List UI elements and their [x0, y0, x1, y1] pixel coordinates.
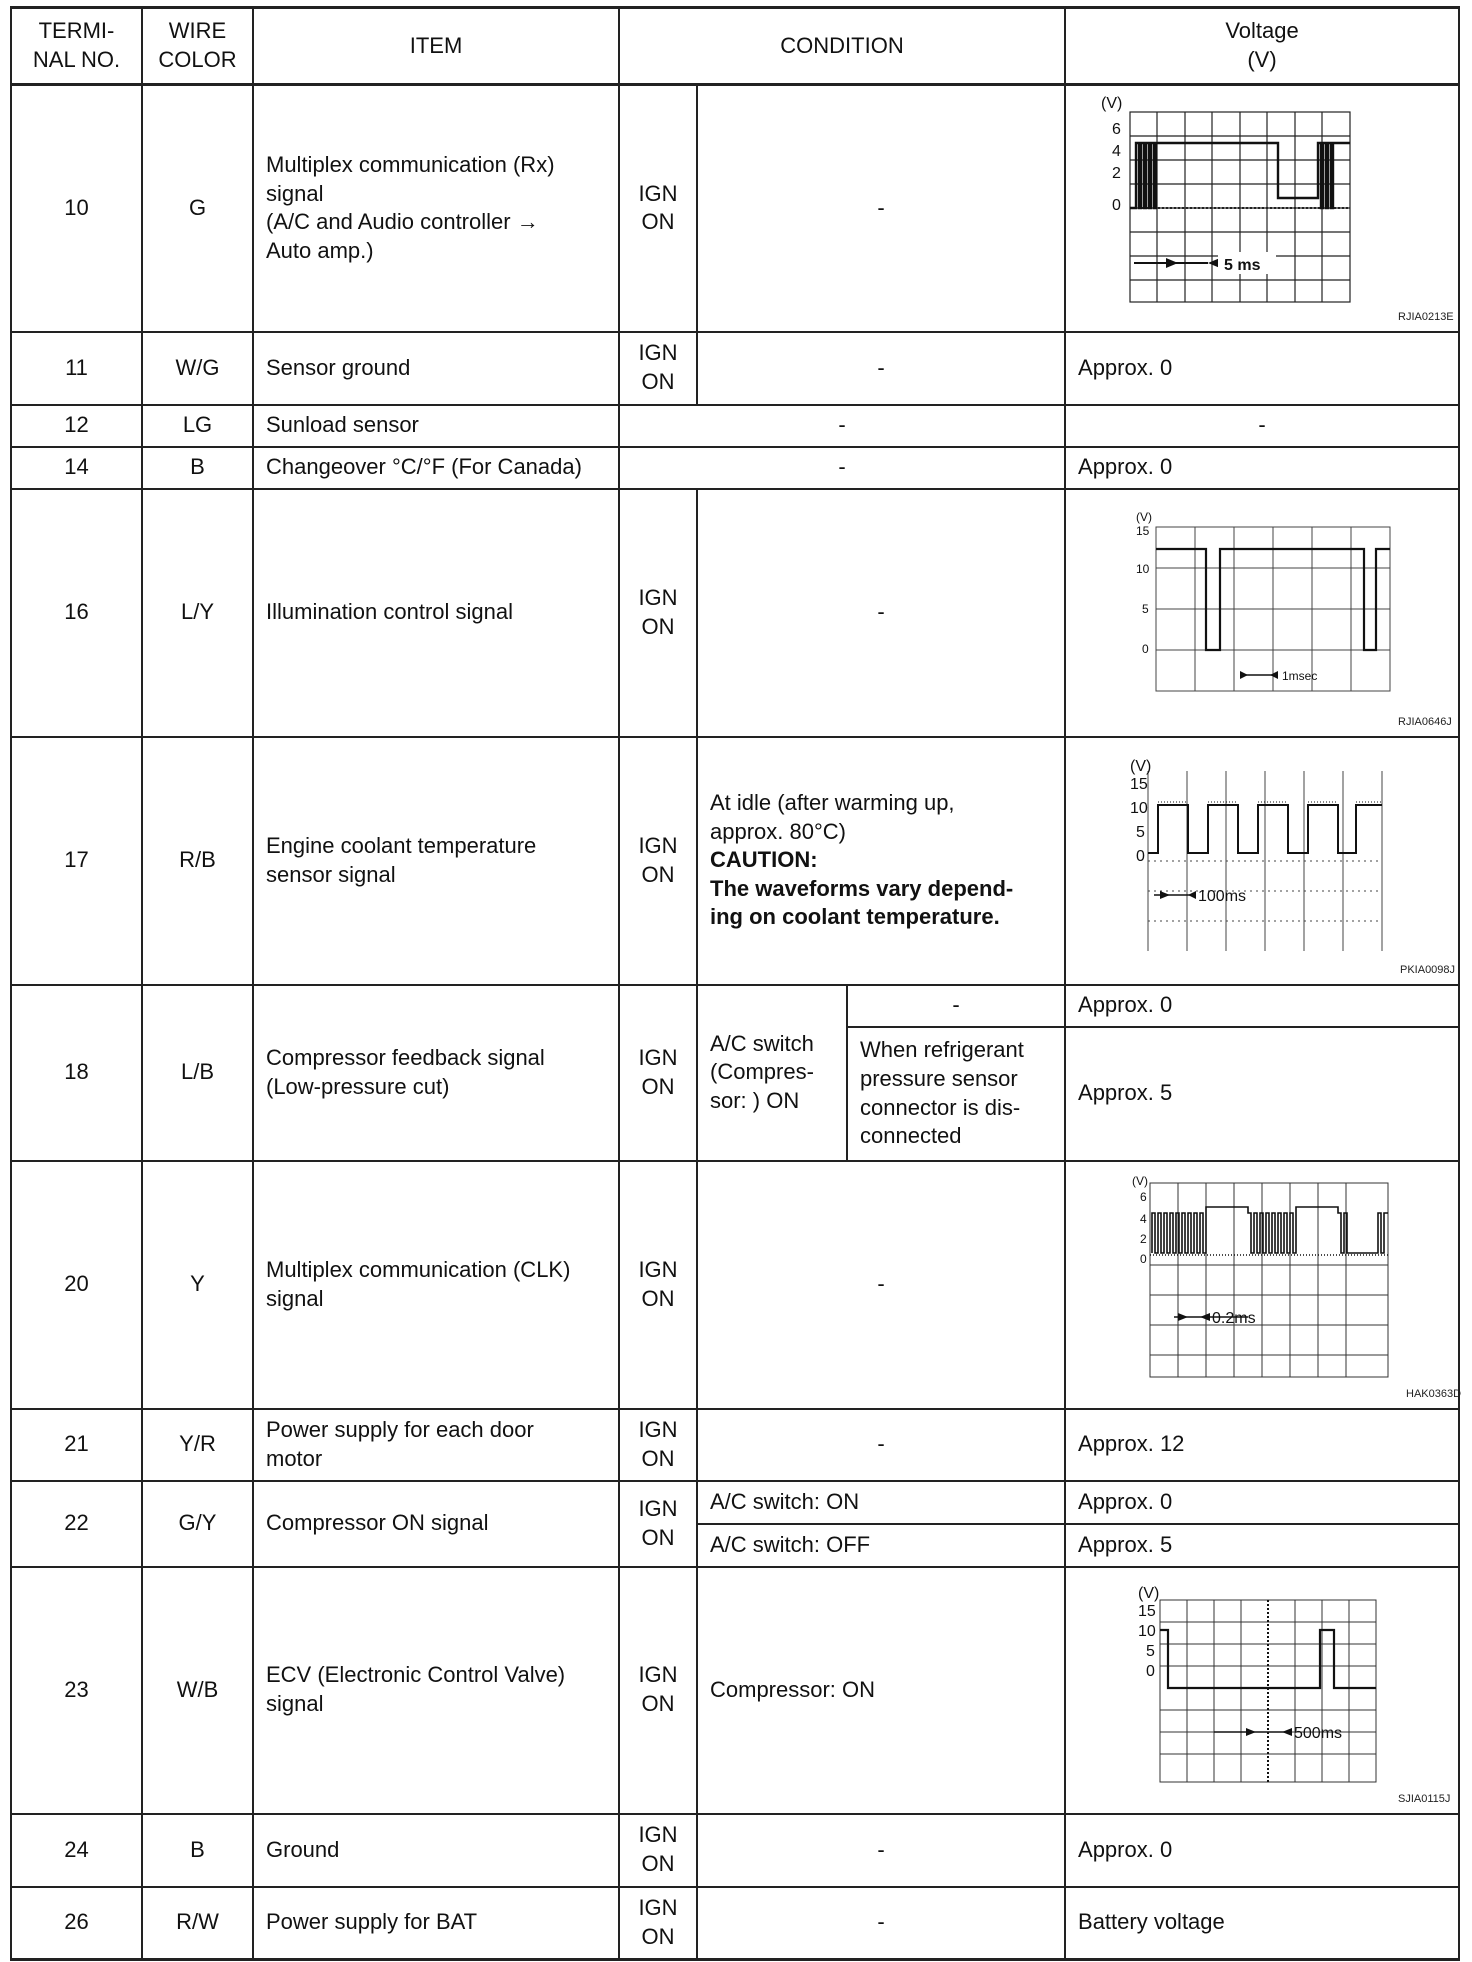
- ign-state: IGN ON: [619, 737, 697, 985]
- voltage: Approx. 12: [1065, 1409, 1459, 1481]
- condition: -: [619, 405, 1065, 447]
- y-tick: 2: [1140, 1231, 1147, 1246]
- waveform-illumination: [1078, 493, 1468, 733]
- row-terminal-18: [11, 985, 1459, 1027]
- item: Ground: [253, 1814, 619, 1887]
- y-tick: 15: [1136, 523, 1150, 538]
- terminal-no: 21: [11, 1409, 142, 1481]
- y-tick: 0: [1112, 197, 1121, 215]
- terminal-no: 10: [11, 85, 142, 332]
- terminal-no: 26: [11, 1887, 142, 1960]
- voltage: Approx. 0: [1065, 985, 1459, 1027]
- y-tick: 5: [1142, 601, 1149, 616]
- terminal-no: 24: [11, 1814, 142, 1887]
- condition: Compressor: ON: [697, 1567, 1065, 1814]
- figure-ref: HAK0363D: [1406, 1387, 1462, 1400]
- ign-state: IGN ON: [619, 85, 697, 332]
- condition: A/C switch: ON: [697, 1481, 1065, 1524]
- caution-heading: CAUTION:: [710, 847, 818, 873]
- condition: -: [619, 447, 1065, 489]
- terminal-no: 11: [11, 332, 142, 405]
- condition: A/C switch: OFF: [697, 1524, 1065, 1567]
- row-terminal-22: [11, 1481, 1459, 1524]
- ign-state: IGN ON: [619, 332, 697, 405]
- item: Multiplex communication (CLK) signal: [253, 1161, 619, 1409]
- condition: -: [697, 1409, 1065, 1481]
- item: Power supply for each door motor: [253, 1409, 619, 1481]
- voltage: Approx. 0: [1065, 447, 1459, 489]
- row-terminal-14: [11, 447, 1459, 489]
- header-item: ITEM: [253, 8, 619, 85]
- item: Compressor ON signal: [253, 1481, 619, 1567]
- condition: -: [697, 1887, 1065, 1960]
- waveform-coolant: [1078, 741, 1468, 981]
- item: Engine coolant temperature sensor signal: [253, 737, 619, 985]
- y-tick: 2: [1112, 165, 1121, 183]
- condition: -: [697, 85, 1065, 332]
- wire-color: L/Y: [142, 489, 253, 737]
- row-terminal-23: [11, 1567, 1459, 1814]
- voltage: Approx. 0: [1065, 1481, 1459, 1524]
- waveform-rx: [1078, 88, 1468, 328]
- terminal-no: 17: [11, 737, 142, 985]
- item: Sunload sensor: [253, 405, 619, 447]
- item: Power supply for BAT: [253, 1887, 619, 1960]
- ign-state: IGN ON: [619, 1481, 697, 1567]
- header-terminal: TERMI- NAL NO.: [11, 8, 142, 85]
- ign-state: IGN ON: [619, 985, 697, 1161]
- item: Multiplex communication (Rx) signal (A/C and Audio controller → Auto amp.): [253, 85, 619, 332]
- figure-ref: SJIA0115J: [1398, 1793, 1451, 1805]
- y-tick: 0: [1142, 641, 1149, 656]
- terminal-no: 12: [11, 405, 142, 447]
- ign-state: IGN ON: [619, 1814, 697, 1887]
- terminal-no: 14: [11, 447, 142, 489]
- y-tick: 0: [1136, 847, 1145, 865]
- y-axis-unit: (V): [1101, 95, 1123, 113]
- header-row: [11, 8, 1459, 85]
- figure-ref: PKIA0098J: [1400, 963, 1456, 976]
- y-tick: 15: [1130, 775, 1148, 793]
- y-axis-unit: (V): [1136, 509, 1153, 524]
- wire-color: B: [142, 447, 253, 489]
- y-tick: 0: [1146, 1663, 1155, 1680]
- sub-condition: -: [847, 985, 1065, 1027]
- y-axis-unit: (V): [1132, 1173, 1149, 1188]
- y-tick: 15: [1138, 1603, 1156, 1620]
- waveform-cell: [1065, 1567, 1459, 1814]
- y-axis-unit: (V): [1138, 1585, 1160, 1602]
- y-tick: 10: [1138, 1623, 1156, 1640]
- row-terminal-21: [11, 1409, 1459, 1481]
- condition: -: [697, 1814, 1065, 1887]
- header-wire-color: WIRE COLOR: [142, 8, 253, 85]
- caution-text: The waveforms vary depend- ing on coolant temperature.: [710, 875, 1014, 930]
- terminal-no: 22: [11, 1481, 142, 1567]
- header-condition: CONDITION: [619, 8, 1065, 85]
- row-terminal-10: [11, 85, 1459, 332]
- time-scale: 0.2ms: [1212, 1309, 1256, 1327]
- item: Sensor ground: [253, 332, 619, 405]
- y-tick: 4: [1140, 1211, 1147, 1226]
- waveform-cell: [1065, 737, 1459, 985]
- item: ECV (Electronic Control Valve) signal: [253, 1567, 619, 1814]
- voltage: Battery voltage: [1065, 1887, 1459, 1960]
- voltage: Approx. 0: [1065, 1814, 1459, 1887]
- row-terminal-24: [11, 1814, 1459, 1887]
- row-terminal-11: [11, 332, 1459, 405]
- voltage: -: [1065, 405, 1459, 447]
- y-tick: 5: [1136, 823, 1145, 841]
- y-tick: 4: [1112, 143, 1121, 161]
- time-scale: 5 ms: [1224, 257, 1261, 275]
- waveform-cell: [1065, 489, 1459, 737]
- time-scale: 500ms: [1294, 1725, 1343, 1742]
- y-tick: 6: [1112, 121, 1121, 139]
- terminal-no: 16: [11, 489, 142, 737]
- terminal-no: 23: [11, 1567, 142, 1814]
- ign-state: IGN ON: [619, 489, 697, 737]
- terminal-no: 18: [11, 985, 142, 1161]
- wire-color: R/W: [142, 1887, 253, 1960]
- wire-color: Y/R: [142, 1409, 253, 1481]
- wire-color: W/G: [142, 332, 253, 405]
- wire-color: LG: [142, 405, 253, 447]
- ign-state: IGN ON: [619, 1887, 697, 1960]
- ign-state: IGN ON: [619, 1567, 697, 1814]
- voltage: Approx. 5: [1065, 1524, 1459, 1567]
- wire-color: B: [142, 1814, 253, 1887]
- ac-switch-condition: A/C switch (Compres- sor: ) ON: [697, 985, 847, 1161]
- condition: -: [697, 1161, 1065, 1409]
- y-tick: 10: [1136, 561, 1150, 576]
- time-scale: 1msec: [1282, 668, 1318, 683]
- terminal-table: [10, 6, 1460, 1961]
- condition: At idle (after warming up, approx. 80°C) CAUTION: The waveforms vary depend- ing on coolant temperature.: [697, 737, 1065, 985]
- wire-color: G/Y: [142, 1481, 253, 1567]
- time-scale: 100ms: [1198, 887, 1247, 905]
- row-terminal-17: [11, 737, 1459, 985]
- ign-state: IGN ON: [619, 1409, 697, 1481]
- wire-color: Y: [142, 1161, 253, 1409]
- row-terminal-20: [11, 1161, 1459, 1409]
- figure-ref: RJIA0213E: [1398, 311, 1454, 324]
- waveform-ecv: [1078, 1570, 1468, 1810]
- voltage: Approx. 0: [1065, 332, 1459, 405]
- condition: -: [697, 332, 1065, 405]
- waveform-cell: [1065, 1161, 1462, 1409]
- terminal-no: 20: [11, 1161, 142, 1409]
- item: Changeover °C/°F (For Canada): [253, 447, 619, 489]
- item: Compressor feedback signal (Low-pressure cut): [253, 985, 619, 1161]
- y-tick: 5: [1146, 1643, 1155, 1660]
- wire-color: R/B: [142, 737, 253, 985]
- row-terminal-12: [11, 405, 1459, 447]
- wire-color: W/B: [142, 1567, 253, 1814]
- y-tick: 10: [1130, 799, 1148, 817]
- voltage: Approx. 5: [1065, 1027, 1459, 1161]
- waveform-cell: [1065, 85, 1459, 332]
- row-terminal-16: [11, 489, 1459, 737]
- y-tick: 0: [1140, 1251, 1147, 1266]
- ign-state: IGN ON: [619, 1161, 697, 1409]
- y-tick: 6: [1140, 1189, 1147, 1204]
- condition: -: [697, 489, 1065, 737]
- figure-ref: RJIA0646J: [1398, 715, 1452, 728]
- wire-color: G: [142, 85, 253, 332]
- header-voltage: Voltage (V): [1065, 8, 1459, 85]
- sub-condition: When refrigerant pressure sensor connector is dis- connected: [847, 1027, 1065, 1161]
- item: Illumination control signal: [253, 489, 619, 737]
- wire-color: L/B: [142, 985, 253, 1161]
- row-terminal-26: [11, 1887, 1459, 1960]
- waveform-clk: [1078, 1165, 1468, 1405]
- y-axis-unit: (V): [1130, 757, 1152, 775]
